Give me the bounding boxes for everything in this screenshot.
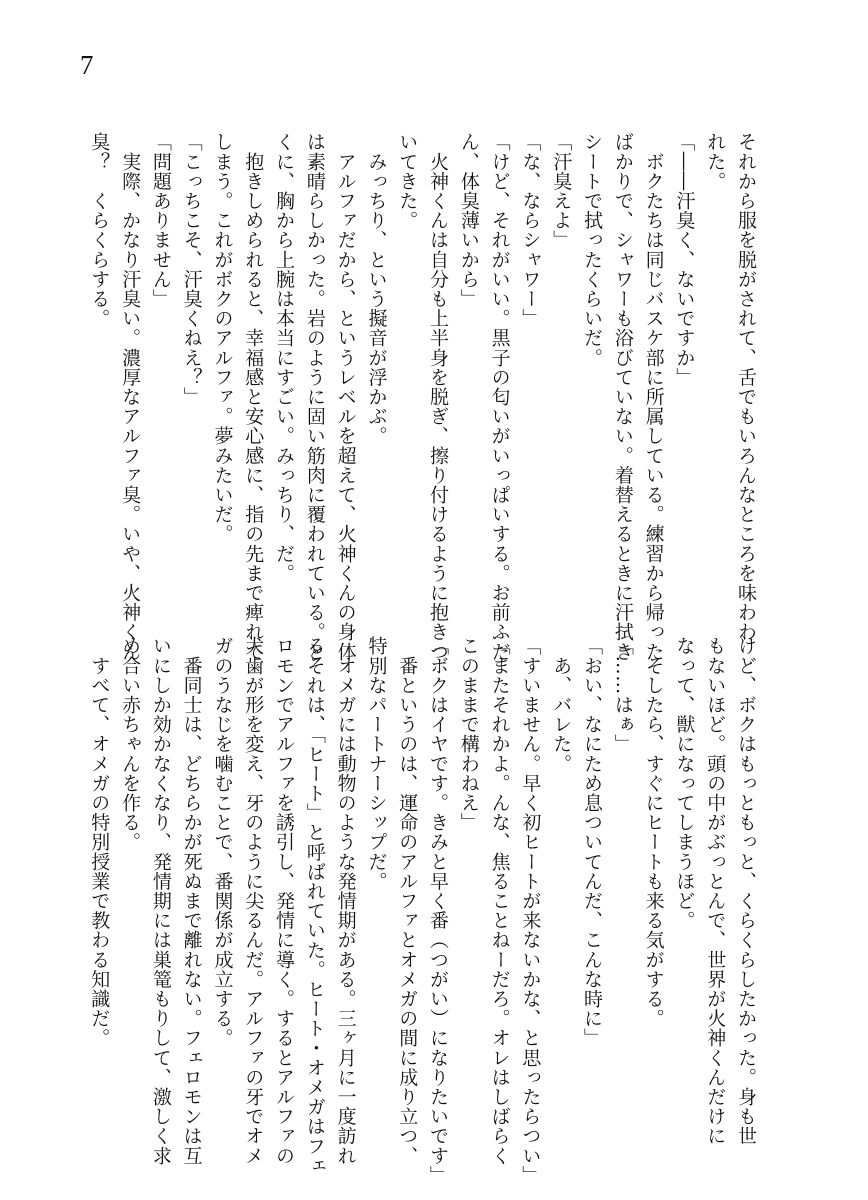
text-line: れた。	[704, 132, 727, 191]
text-line: みっちり、という擬音が浮かぶ。	[365, 132, 388, 446]
text-line: いにしか効かなくなり、発情期には巣篭もりして、激しく求	[149, 636, 172, 1166]
text-line: すべて、オメガの特別授業で教わる知識だ。	[88, 636, 111, 1048]
text-line: 「こっちこそ、汗臭くねえ？」	[180, 132, 203, 407]
text-line: ん、体臭薄いから」	[457, 132, 480, 309]
text-line: 「問題ありません」	[149, 132, 172, 309]
text-line: いてきた。	[396, 132, 419, 230]
lower-text-block	[83, 636, 761, 1185]
text-line: 「――汗臭く、ないですか」	[673, 132, 696, 387]
text-line: それから服を脱がされて、舌でもいろんなところを味わわ	[735, 132, 757, 642]
page-number: 7	[80, 50, 94, 80]
text-line: 番というのは、運命のアルファとオメガの間に成り立つ、	[396, 636, 419, 1166]
text-line: 「……はぁ」	[611, 636, 634, 754]
text-line: ボクたちは同じバスケ部に所属している。練習から帰った	[642, 132, 665, 662]
text-line: 「けど、それがいい。黒子の匂いがいっぱいする。お前ふだ	[488, 132, 511, 662]
text-line: もないほど。頭の中がぶっとんで、世界が火神くんだけに	[704, 636, 727, 1146]
text-line: 「ボクはイヤです。きみと早く番（つがい）になりたいです」	[427, 636, 450, 1185]
text-line: 犬歯が形を変え、牙のように尖るんだ。アルファの牙でオメ	[242, 636, 265, 1166]
text-line: 「な、ならシャワー」	[519, 132, 542, 328]
text-line: このままで構わねえ」	[457, 636, 480, 832]
text-line: め合い赤ちゃんを作る。	[119, 636, 142, 852]
text-line: なって、獣になってしまうほど。	[673, 636, 696, 930]
text-line: ガのうなじを噛むことで、番関係が成立する。	[211, 636, 234, 1048]
text-line: けど、ボクはもっともっと、くらくらしたかった。身も世	[735, 636, 757, 1146]
text-line: 臭？ くらくらする。	[88, 132, 111, 328]
text-line: 番同士は、どちらかが死ぬまで離れない。フェロモンは互	[180, 636, 203, 1166]
text-line: ばかりで、シャワーも浴びていない。着替えるときに汗拭き	[611, 132, 634, 662]
text-line: 「すいません。早く初ヒートが来ないかな、と思ったらつい」	[519, 636, 542, 1185]
text-line: 抱きしめられると、幸福感と安心感に、指の先まで痺れて	[242, 132, 265, 662]
text-line: 「汗臭えよ」	[550, 132, 573, 250]
text-line: くに、胸から上腕は本当にすごい。みっちり、だ。	[273, 132, 296, 583]
text-line: アルファだから、というレベルを超えて、火神くんの身体	[334, 132, 357, 662]
text-line: 「またそれかよ。んな、焦ることねーだろ。オレはしばらく	[488, 636, 511, 1166]
text-line: そしたら、すぐにヒートも来る気がする。	[642, 636, 665, 1028]
text-line: 「おい、なにため息ついてんだ、こんな時に」	[581, 636, 604, 1048]
text-line: シートで拭ったくらいだ。	[581, 132, 604, 368]
text-line: 実際、かなり汗臭い。濃厚なアルファ臭。いや、火神くん	[119, 132, 142, 662]
text-line: は素晴らしかった。岩のように固い筋肉に覆われている。と	[303, 132, 326, 662]
text-line: 火神くんは自分も上半身を脱ぎ、擦り付けるように抱きつ	[427, 132, 450, 662]
text-line: るそれは、「ヒート」と呼ばれていた。ヒート・オメガはフェ	[303, 636, 326, 1176]
text-line: あ、バレた。	[550, 636, 573, 774]
text-line: 特別なパートナーシップだ。	[365, 636, 388, 891]
text-line: ロモンでアルファを誘引し、発情に導く。するとアルファの	[273, 636, 296, 1166]
text-line: しまう。これがボクのアルファ。夢みたいだ。	[211, 132, 234, 544]
text-line: オメガには動物のような発情期がある。三ヶ月に一度訪れ	[334, 636, 357, 1166]
upper-text-block	[83, 132, 761, 662]
